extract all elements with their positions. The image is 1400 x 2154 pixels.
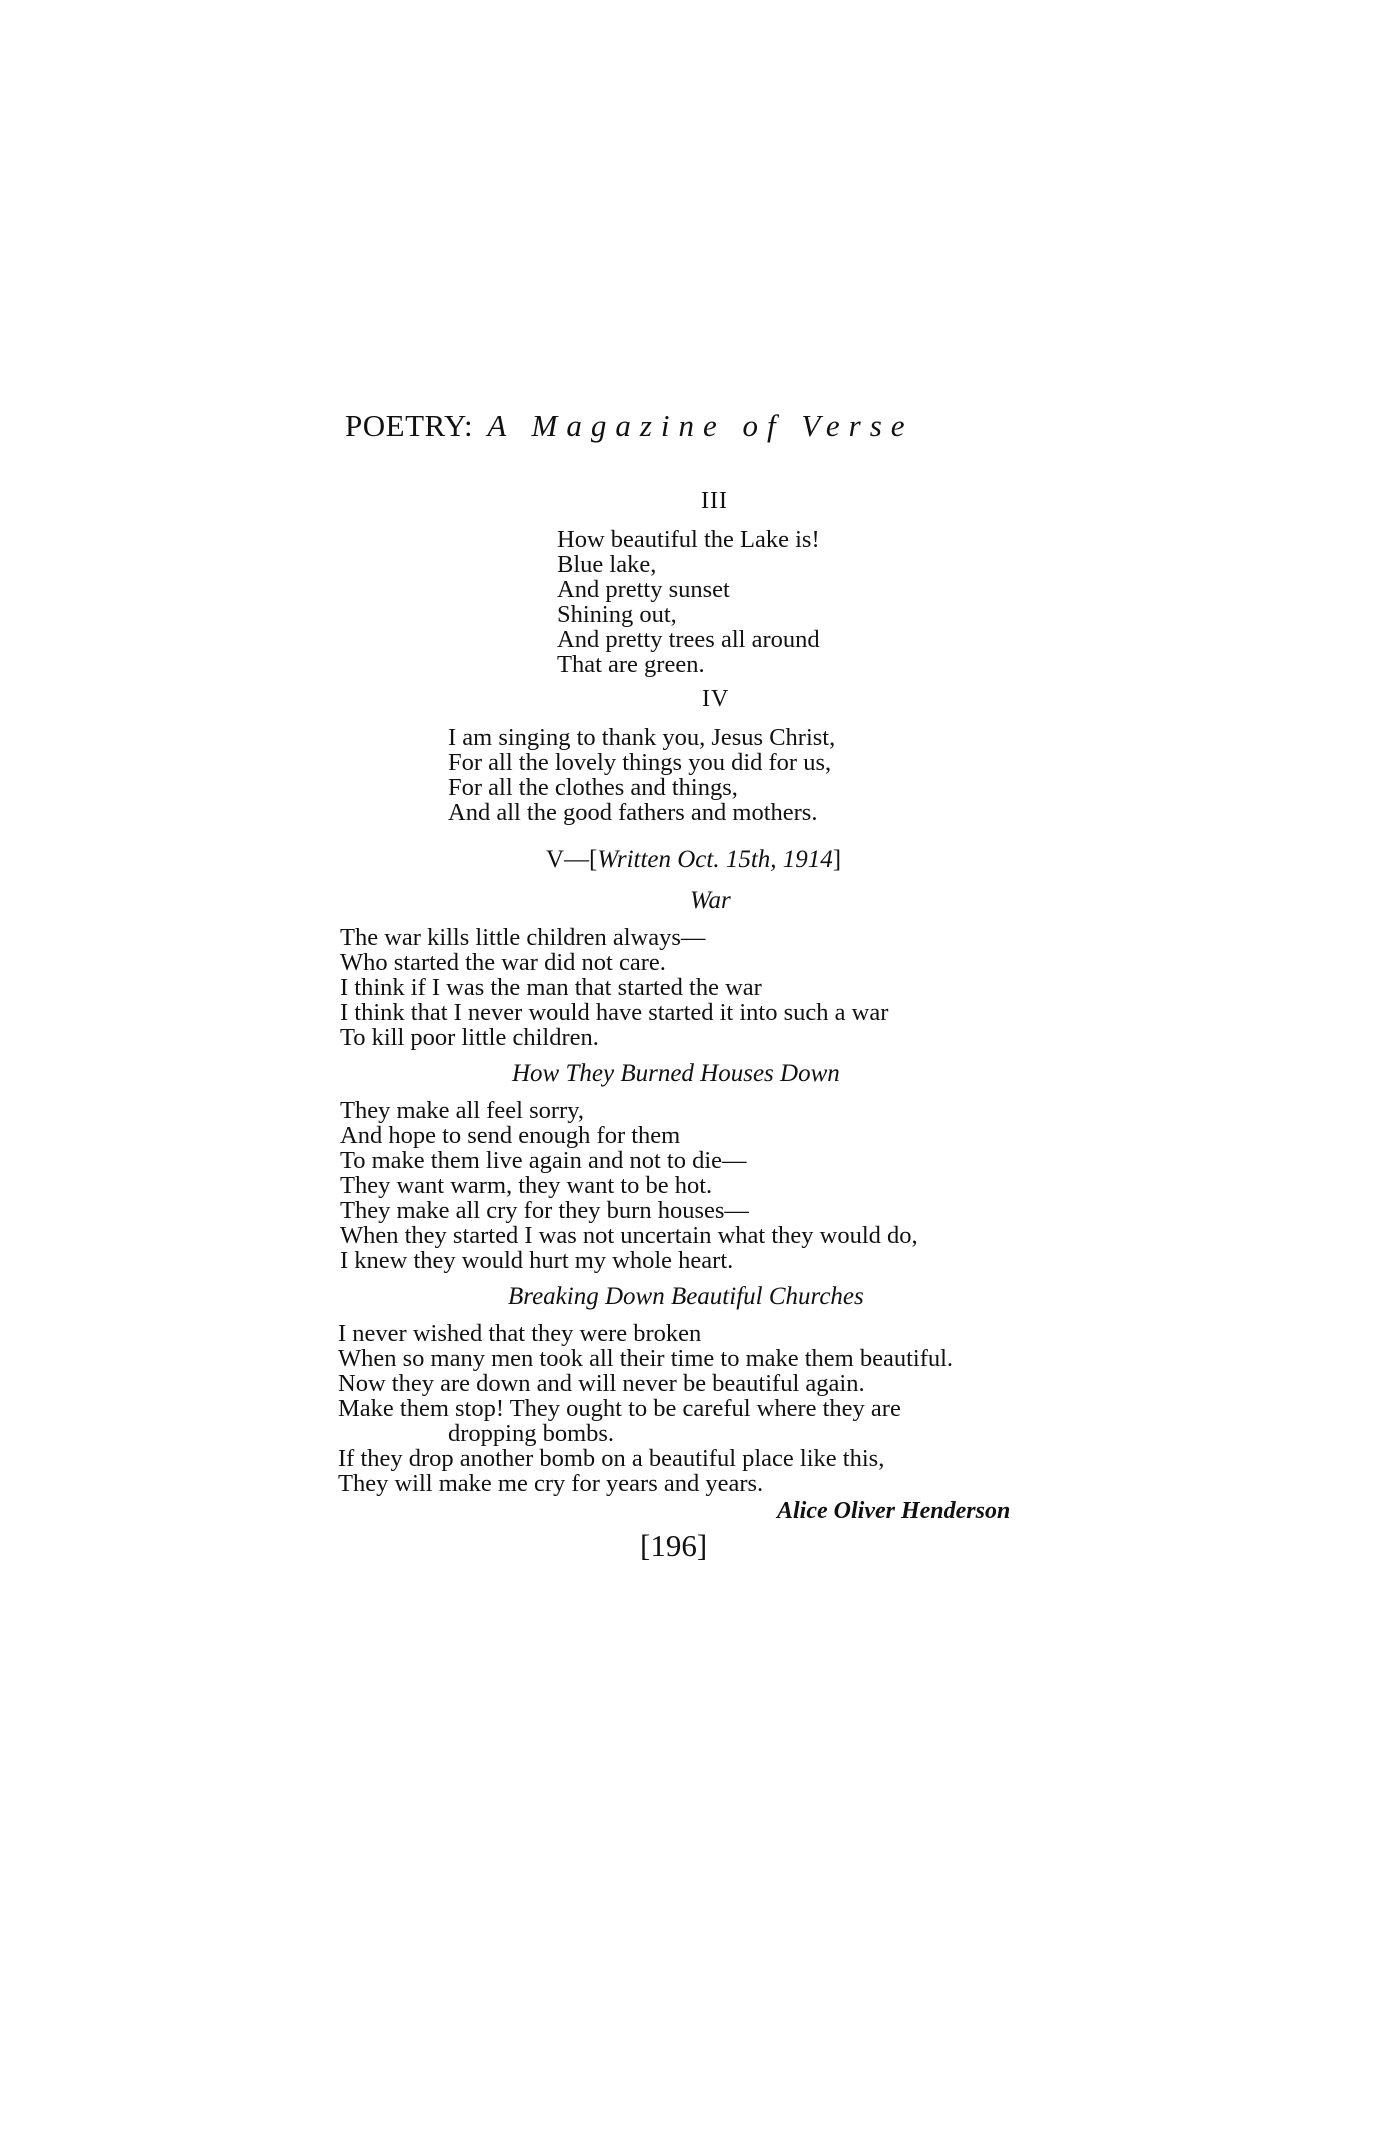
section-numeral-iii: III xyxy=(701,488,728,514)
stanza-churches xyxy=(338,1321,953,1496)
magazine-name: POETRY: xyxy=(345,408,474,443)
poem-line: How beautiful the Lake is! xyxy=(557,526,820,553)
poem-line: To make them live again and not to die— xyxy=(340,1147,747,1174)
section-v-heading xyxy=(546,846,841,874)
poem-line: And all the good fathers and mothers. xyxy=(448,799,818,826)
poem-line: If they drop another bomb on a beautiful place like this, xyxy=(338,1445,885,1472)
poem-line: Shining out, xyxy=(557,601,677,628)
poem-line: For all the clothes and things, xyxy=(448,774,738,801)
bracket-close: ] xyxy=(832,846,842,873)
poem-line: I am singing to thank you, Jesus Christ, xyxy=(448,724,836,751)
stanza-iii xyxy=(557,527,820,677)
section-numeral-v: V—[ xyxy=(546,846,598,873)
poem-line: The war kills little children always— xyxy=(340,924,706,951)
section-numeral-iv: IV xyxy=(702,686,730,712)
poem-line: Who started the war did not care. xyxy=(340,949,666,976)
magazine-subtitle: A Magazine of Verse xyxy=(487,408,914,443)
poem-line: Blue lake, xyxy=(557,551,657,578)
stanza-houses xyxy=(340,1098,918,1273)
poem-line: I knew they would hurt my whole heart. xyxy=(340,1247,734,1274)
poem-line: And pretty sunset xyxy=(557,576,730,603)
poem-line: I think that I never would have started it into such a war xyxy=(340,999,889,1026)
poem-line-continuation: dropping bombs. xyxy=(448,1420,615,1447)
poem-title-churches: Breaking Down Beautiful Churches xyxy=(508,1283,864,1310)
running-header xyxy=(345,408,914,444)
poem-line: They make all cry for they burn houses— xyxy=(340,1197,749,1224)
poem-line: And hope to send enough for them xyxy=(340,1122,681,1149)
poem-line: They want warm, they want to be hot. xyxy=(340,1172,713,1199)
page-number: [196] xyxy=(640,1528,708,1563)
written-date: Written Oct. 15th, 1914 xyxy=(597,846,833,873)
poem-line: Now they are down and will never be beautiful again. xyxy=(338,1370,865,1397)
poem-line: And pretty trees all around xyxy=(557,626,820,653)
poem-line: To kill poor little children. xyxy=(340,1024,599,1051)
poem-line: For all the lovely things you did for us, xyxy=(448,749,832,776)
poem-title-houses: How They Burned Houses Down xyxy=(512,1060,840,1087)
stanza-iv xyxy=(448,725,835,825)
poem-line: Make them stop! They ought to be careful where they are xyxy=(338,1395,901,1422)
poem-line: They make all feel sorry, xyxy=(340,1097,584,1124)
poem-title-war: War xyxy=(690,887,731,914)
poem-line: When so many men took all their time to make them beautiful. xyxy=(338,1345,954,1372)
poem-line: I never wished that they were broken xyxy=(338,1320,702,1347)
poem-line: I think if I was the man that started the war xyxy=(340,974,762,1001)
author-signature: Alice Oliver Henderson xyxy=(777,1498,1011,1524)
poem-line: When they started I was not uncertain what they would do, xyxy=(340,1222,918,1249)
poem-line: That are green. xyxy=(557,651,705,678)
poem-line: They will make me cry for years and years. xyxy=(338,1470,764,1497)
stanza-war xyxy=(340,925,888,1050)
